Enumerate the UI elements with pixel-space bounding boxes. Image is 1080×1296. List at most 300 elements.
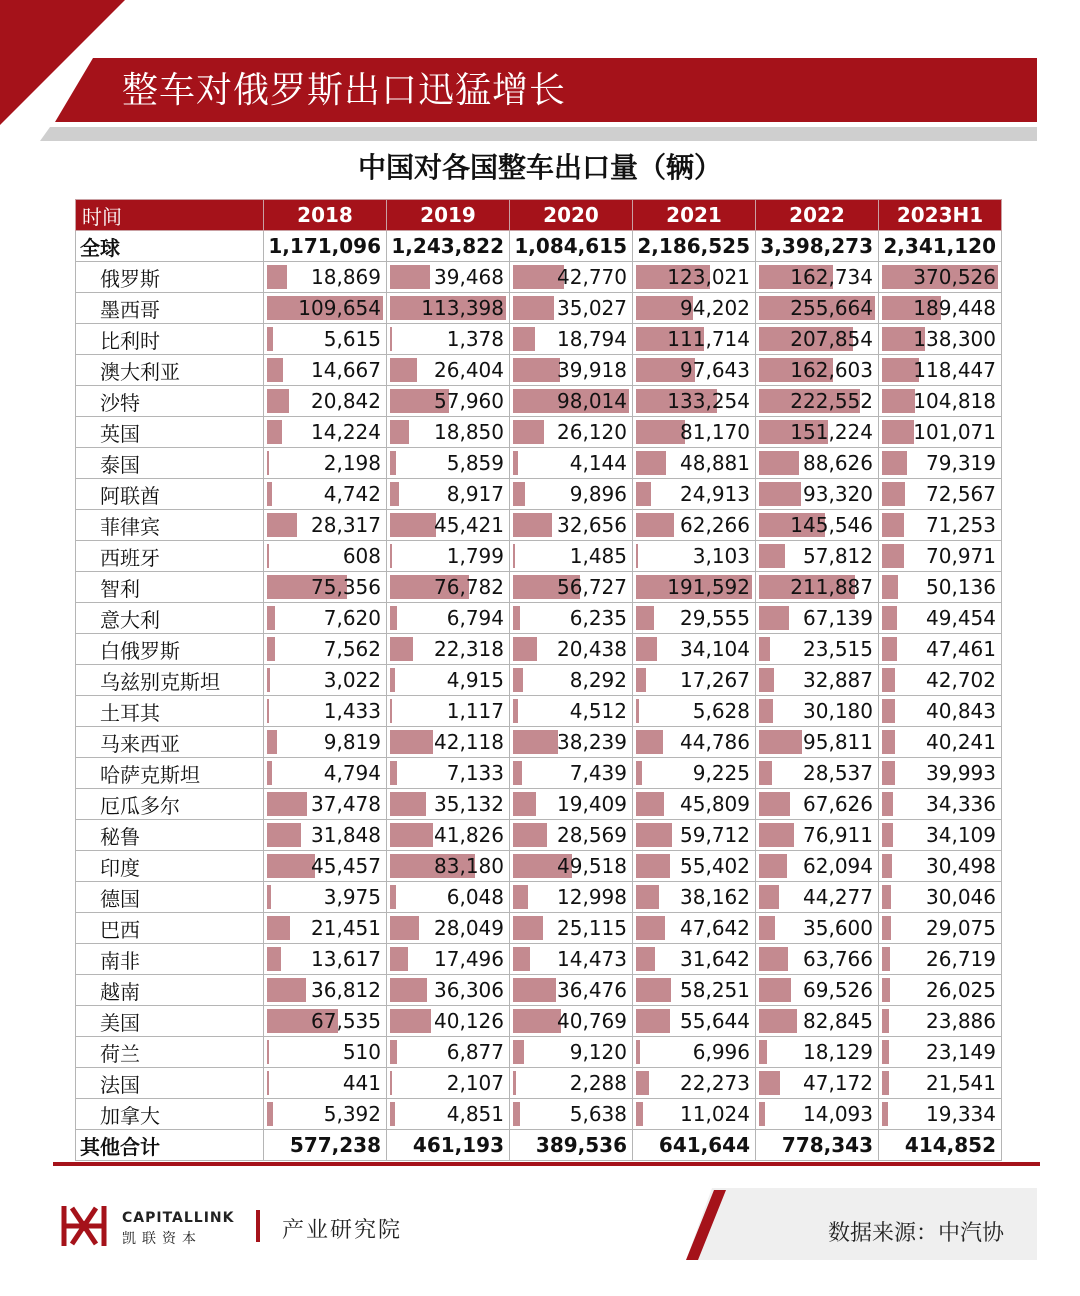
row-label: 阿联酋 bbox=[76, 479, 264, 510]
cell-value: 47,642 bbox=[680, 916, 750, 940]
value-cell bbox=[633, 541, 756, 572]
cell-value: 26,025 bbox=[926, 978, 996, 1002]
cell-value: 76,782 bbox=[434, 575, 504, 599]
cell-value: 72,567 bbox=[926, 482, 996, 506]
table-row bbox=[76, 1068, 1002, 1099]
cell-value: 9,896 bbox=[569, 482, 627, 506]
data-bar bbox=[267, 885, 271, 909]
cell-value: 38,162 bbox=[680, 885, 750, 909]
value-cell bbox=[756, 386, 879, 417]
data-bar bbox=[513, 1040, 524, 1064]
data-bar bbox=[267, 513, 297, 537]
cell-value: 36,476 bbox=[557, 978, 627, 1002]
row-label: 菲律宾 bbox=[76, 510, 264, 541]
data-bar bbox=[513, 544, 515, 568]
cell-value: 641,644 bbox=[658, 1133, 750, 1157]
value-cell bbox=[510, 262, 633, 293]
cell-value: 3,975 bbox=[323, 885, 381, 909]
table-row bbox=[76, 789, 1002, 820]
data-bar bbox=[267, 823, 301, 847]
cell-value: 36,812 bbox=[311, 978, 381, 1002]
data-bar bbox=[882, 792, 893, 816]
row-label: 澳大利亚 bbox=[76, 355, 264, 386]
data-bar bbox=[636, 482, 651, 506]
data-bar bbox=[513, 947, 530, 971]
value-cell bbox=[633, 1006, 756, 1037]
data-bar bbox=[759, 606, 789, 630]
value-cell bbox=[510, 1006, 633, 1037]
brand-name-cn: 凯联资本 bbox=[122, 1231, 202, 1247]
value-cell bbox=[387, 231, 510, 262]
data-bar bbox=[759, 637, 770, 661]
value-cell bbox=[756, 417, 879, 448]
cell-value: 28,569 bbox=[557, 823, 627, 847]
row-label: 智利 bbox=[76, 572, 264, 603]
data-bar bbox=[636, 792, 664, 816]
data-bar bbox=[759, 761, 772, 785]
value-cell bbox=[756, 355, 879, 386]
cell-value: 40,126 bbox=[434, 1009, 504, 1033]
value-cell bbox=[879, 882, 1002, 913]
data-bar bbox=[513, 451, 518, 475]
value-cell bbox=[510, 1130, 633, 1161]
cell-value: 104,818 bbox=[913, 389, 996, 413]
value-cell bbox=[756, 231, 879, 262]
value-cell bbox=[756, 975, 879, 1006]
data-bar bbox=[759, 451, 799, 475]
cell-value: 55,644 bbox=[680, 1009, 750, 1033]
row-label: 泰国 bbox=[76, 448, 264, 479]
cell-value: 1,485 bbox=[569, 544, 627, 568]
cell-value: 88,626 bbox=[803, 451, 873, 475]
value-cell bbox=[264, 541, 387, 572]
data-bar bbox=[513, 730, 558, 754]
row-label: 全球 bbox=[76, 231, 264, 262]
footer-divider bbox=[256, 1210, 260, 1242]
data-bar bbox=[267, 668, 270, 692]
data-source: 数据来源：中汽协 bbox=[828, 1221, 1005, 1246]
row-label: 墨西哥 bbox=[76, 293, 264, 324]
value-cell bbox=[264, 820, 387, 851]
cell-value: 39,993 bbox=[926, 761, 996, 785]
value-cell bbox=[756, 448, 879, 479]
cell-value: 63,766 bbox=[803, 947, 873, 971]
cell-value: 2,107 bbox=[446, 1071, 504, 1095]
value-cell bbox=[633, 882, 756, 913]
value-cell bbox=[633, 820, 756, 851]
value-cell bbox=[264, 355, 387, 386]
column-header-time: 时间 bbox=[76, 200, 264, 231]
value-cell bbox=[264, 262, 387, 293]
data-bar bbox=[882, 730, 895, 754]
data-bar bbox=[636, 854, 670, 878]
row-label: 意大利 bbox=[76, 603, 264, 634]
data-bar bbox=[882, 885, 891, 909]
value-cell bbox=[633, 262, 756, 293]
value-cell bbox=[510, 572, 633, 603]
data-bar bbox=[636, 947, 655, 971]
data-bar bbox=[759, 730, 802, 754]
table-row bbox=[76, 541, 1002, 572]
cell-value: 189,448 bbox=[913, 296, 996, 320]
cell-value: 39,918 bbox=[557, 358, 627, 382]
value-cell bbox=[756, 324, 879, 355]
data-bar bbox=[759, 544, 785, 568]
value-cell bbox=[264, 634, 387, 665]
data-bar bbox=[636, 420, 685, 444]
data-bar bbox=[882, 761, 895, 785]
value-cell bbox=[510, 417, 633, 448]
data-bar bbox=[882, 482, 905, 506]
cell-value: 44,277 bbox=[803, 885, 873, 909]
cell-value: 11,024 bbox=[680, 1102, 750, 1126]
cell-value: 83,180 bbox=[434, 854, 504, 878]
row-label: 加拿大 bbox=[76, 1099, 264, 1130]
table-title: 中国对各国整车出口量（辆） bbox=[357, 151, 722, 184]
value-cell bbox=[264, 293, 387, 324]
value-cell bbox=[756, 1068, 879, 1099]
cell-value: 1,171,096 bbox=[268, 234, 381, 258]
cell-value: 70,971 bbox=[926, 544, 996, 568]
cell-value: 19,334 bbox=[926, 1102, 996, 1126]
value-cell bbox=[387, 541, 510, 572]
value-cell bbox=[756, 1130, 879, 1161]
table-header-row bbox=[76, 200, 1002, 231]
data-bar bbox=[267, 699, 269, 723]
cell-value: 14,224 bbox=[311, 420, 381, 444]
value-cell bbox=[879, 789, 1002, 820]
cell-value: 69,526 bbox=[803, 978, 873, 1002]
data-bar bbox=[513, 1102, 520, 1126]
cell-value: 94,202 bbox=[680, 296, 750, 320]
value-cell bbox=[633, 1130, 756, 1161]
cell-value: 441 bbox=[342, 1071, 381, 1095]
data-bar bbox=[267, 420, 282, 444]
value-cell bbox=[633, 355, 756, 386]
data-bar bbox=[390, 637, 413, 661]
data-bar bbox=[636, 1102, 643, 1126]
cell-value: 7,133 bbox=[446, 761, 504, 785]
cell-value: 5,638 bbox=[569, 1102, 627, 1126]
value-cell bbox=[510, 758, 633, 789]
cell-value: 23,149 bbox=[926, 1040, 996, 1064]
value-cell bbox=[633, 758, 756, 789]
cell-value: 76,911 bbox=[803, 823, 873, 847]
data-bar bbox=[636, 761, 642, 785]
value-cell bbox=[264, 944, 387, 975]
value-cell bbox=[387, 789, 510, 820]
cell-value: 1,243,822 bbox=[391, 234, 504, 258]
data-bar bbox=[759, 668, 774, 692]
cell-value: 23,515 bbox=[803, 637, 873, 661]
cell-value: 510 bbox=[342, 1040, 381, 1064]
cell-value: 4,144 bbox=[569, 451, 627, 475]
table-row bbox=[76, 386, 1002, 417]
cell-value: 40,843 bbox=[926, 699, 996, 723]
data-bar bbox=[759, 854, 787, 878]
value-cell bbox=[510, 510, 633, 541]
cell-value: 49,518 bbox=[557, 854, 627, 878]
row-label: 白俄罗斯 bbox=[76, 634, 264, 665]
data-bar bbox=[267, 606, 275, 630]
value-cell bbox=[633, 324, 756, 355]
data-bar bbox=[267, 1040, 269, 1064]
data-bar bbox=[513, 482, 525, 506]
value-cell bbox=[264, 479, 387, 510]
column-header-2021: 2021 bbox=[633, 200, 756, 231]
data-bar bbox=[267, 389, 289, 413]
value-cell bbox=[387, 417, 510, 448]
value-cell bbox=[510, 231, 633, 262]
cell-value: 2,341,120 bbox=[883, 234, 996, 258]
cell-value: 34,336 bbox=[926, 792, 996, 816]
value-cell bbox=[387, 572, 510, 603]
table-row bbox=[76, 1006, 1002, 1037]
data-bar bbox=[636, 823, 672, 847]
value-cell bbox=[633, 665, 756, 696]
data-bar bbox=[636, 668, 646, 692]
cell-value: 4,794 bbox=[323, 761, 381, 785]
data-bar bbox=[513, 513, 552, 537]
table-row bbox=[76, 944, 1002, 975]
cell-value: 32,887 bbox=[803, 668, 873, 692]
table-row bbox=[76, 882, 1002, 913]
cell-value: 18,794 bbox=[557, 327, 627, 351]
value-cell bbox=[756, 541, 879, 572]
value-cell bbox=[756, 758, 879, 789]
value-cell bbox=[633, 913, 756, 944]
value-cell bbox=[387, 820, 510, 851]
value-cell bbox=[756, 1006, 879, 1037]
value-cell bbox=[510, 1068, 633, 1099]
data-bar bbox=[759, 916, 775, 940]
data-bar bbox=[390, 1102, 395, 1126]
table-row bbox=[76, 820, 1002, 851]
cell-value: 4,742 bbox=[323, 482, 381, 506]
cell-value: 67,139 bbox=[803, 606, 873, 630]
data-bar bbox=[513, 358, 560, 382]
data-bar bbox=[882, 637, 897, 661]
cell-value: 71,253 bbox=[926, 513, 996, 537]
row-label: 比利时 bbox=[76, 324, 264, 355]
value-cell bbox=[879, 448, 1002, 479]
data-bar bbox=[390, 513, 436, 537]
cell-value: 23,886 bbox=[926, 1009, 996, 1033]
table-row bbox=[76, 262, 1002, 293]
cell-value: 30,046 bbox=[926, 885, 996, 909]
data-bar bbox=[513, 916, 543, 940]
data-bar bbox=[390, 978, 427, 1002]
value-cell bbox=[879, 355, 1002, 386]
row-label: 越南 bbox=[76, 975, 264, 1006]
data-bar bbox=[759, 482, 801, 506]
cell-value: 79,319 bbox=[926, 451, 996, 475]
value-cell bbox=[756, 262, 879, 293]
value-cell bbox=[387, 851, 510, 882]
cell-value: 222,552 bbox=[790, 389, 873, 413]
cell-value: 28,317 bbox=[311, 513, 381, 537]
value-cell bbox=[387, 355, 510, 386]
cell-value: 17,496 bbox=[434, 947, 504, 971]
data-bar bbox=[513, 420, 544, 444]
cell-value: 162,734 bbox=[790, 265, 873, 289]
row-label: 荷兰 bbox=[76, 1037, 264, 1068]
cell-value: 1,799 bbox=[446, 544, 504, 568]
data-bar bbox=[882, 1071, 889, 1095]
data-bar bbox=[882, 1040, 889, 1064]
value-cell bbox=[387, 882, 510, 913]
row-label: 厄瓜多尔 bbox=[76, 789, 264, 820]
cell-value: 22,318 bbox=[434, 637, 504, 661]
value-cell bbox=[510, 355, 633, 386]
cell-value: 5,392 bbox=[323, 1102, 381, 1126]
cell-value: 7,562 bbox=[323, 637, 381, 661]
value-cell bbox=[879, 1006, 1002, 1037]
data-bar bbox=[390, 1009, 431, 1033]
value-cell bbox=[264, 1006, 387, 1037]
data-bar bbox=[390, 358, 417, 382]
cell-value: 145,546 bbox=[790, 513, 873, 537]
value-cell bbox=[264, 510, 387, 541]
value-cell bbox=[633, 603, 756, 634]
cell-value: 34,109 bbox=[926, 823, 996, 847]
cell-value: 12,998 bbox=[557, 885, 627, 909]
value-cell bbox=[756, 727, 879, 758]
cell-value: 113,398 bbox=[421, 296, 504, 320]
cell-value: 26,120 bbox=[557, 420, 627, 444]
value-cell bbox=[510, 975, 633, 1006]
data-bar bbox=[390, 668, 395, 692]
row-label: 法国 bbox=[76, 1068, 264, 1099]
value-cell bbox=[264, 882, 387, 913]
data-bar bbox=[759, 885, 779, 909]
value-cell bbox=[264, 727, 387, 758]
value-cell bbox=[633, 1068, 756, 1099]
table-row bbox=[76, 665, 1002, 696]
value-cell bbox=[756, 634, 879, 665]
data-bar bbox=[390, 885, 396, 909]
value-cell bbox=[387, 386, 510, 417]
cell-value: 151,224 bbox=[790, 420, 873, 444]
value-cell bbox=[633, 851, 756, 882]
data-bar bbox=[513, 296, 554, 320]
data-bar bbox=[513, 668, 523, 692]
row-label: 美国 bbox=[76, 1006, 264, 1037]
value-cell bbox=[387, 665, 510, 696]
value-cell bbox=[387, 758, 510, 789]
data-bar bbox=[636, 1071, 649, 1095]
value-cell bbox=[264, 386, 387, 417]
value-cell bbox=[387, 510, 510, 541]
value-cell bbox=[510, 851, 633, 882]
value-cell bbox=[387, 1006, 510, 1037]
cell-value: 608 bbox=[342, 544, 381, 568]
data-bar bbox=[267, 792, 307, 816]
value-cell bbox=[510, 882, 633, 913]
cell-value: 3,022 bbox=[323, 668, 381, 692]
row-label: 英国 bbox=[76, 417, 264, 448]
data-bar bbox=[267, 1071, 269, 1095]
cell-value: 3,398,273 bbox=[760, 234, 873, 258]
brand-name-en: CAPITALLINK bbox=[122, 1210, 235, 1226]
cell-value: 24,913 bbox=[680, 482, 750, 506]
data-bar bbox=[882, 854, 892, 878]
cell-value: 48,881 bbox=[680, 451, 750, 475]
data-bar bbox=[513, 699, 518, 723]
title-underline bbox=[40, 127, 1037, 141]
data-bar bbox=[267, 327, 273, 351]
data-bar bbox=[267, 761, 272, 785]
data-bar bbox=[513, 327, 535, 351]
value-cell bbox=[387, 944, 510, 975]
data-bar bbox=[390, 730, 433, 754]
data-bar bbox=[636, 699, 639, 723]
cell-value: 97,643 bbox=[680, 358, 750, 382]
value-cell bbox=[756, 603, 879, 634]
value-cell bbox=[879, 1099, 1002, 1130]
cell-value: 111,714 bbox=[667, 327, 750, 351]
value-cell bbox=[387, 603, 510, 634]
value-cell bbox=[633, 293, 756, 324]
cell-value: 109,654 bbox=[298, 296, 381, 320]
value-cell bbox=[387, 293, 510, 324]
column-header-2018: 2018 bbox=[264, 200, 387, 231]
value-cell bbox=[264, 417, 387, 448]
cell-value: 14,473 bbox=[557, 947, 627, 971]
data-bar bbox=[636, 916, 665, 940]
cell-value: 191,592 bbox=[667, 575, 750, 599]
data-bar bbox=[882, 513, 904, 537]
data-bar bbox=[882, 1009, 889, 1033]
cell-value: 29,075 bbox=[926, 916, 996, 940]
cell-value: 47,172 bbox=[803, 1071, 873, 1095]
value-cell bbox=[879, 417, 1002, 448]
data-bar bbox=[267, 947, 281, 971]
value-cell bbox=[756, 851, 879, 882]
row-label: 西班牙 bbox=[76, 541, 264, 572]
cell-value: 211,887 bbox=[790, 575, 873, 599]
data-bar bbox=[636, 978, 671, 1002]
data-bar bbox=[267, 358, 283, 382]
value-cell bbox=[264, 789, 387, 820]
cell-value: 35,027 bbox=[557, 296, 627, 320]
cell-value: 30,180 bbox=[803, 699, 873, 723]
value-cell bbox=[387, 696, 510, 727]
value-cell bbox=[510, 293, 633, 324]
cell-value: 25,115 bbox=[557, 916, 627, 940]
cell-value: 45,457 bbox=[311, 854, 381, 878]
data-bar bbox=[513, 1009, 561, 1033]
cell-value: 28,049 bbox=[434, 916, 504, 940]
value-cell bbox=[879, 386, 1002, 417]
value-cell bbox=[387, 448, 510, 479]
value-cell bbox=[387, 975, 510, 1006]
value-cell bbox=[510, 820, 633, 851]
data-bar bbox=[759, 1102, 765, 1126]
data-bar bbox=[882, 947, 890, 971]
cell-value: 162,603 bbox=[790, 358, 873, 382]
data-bar bbox=[882, 389, 915, 413]
table-row bbox=[76, 758, 1002, 789]
column-header-2023h1: 2023H1 bbox=[879, 200, 1002, 231]
column-header-2019: 2019 bbox=[387, 200, 510, 231]
cell-value: 32,656 bbox=[557, 513, 627, 537]
data-bar bbox=[636, 637, 657, 661]
data-bar bbox=[636, 1009, 670, 1033]
value-cell bbox=[510, 913, 633, 944]
value-cell bbox=[264, 913, 387, 944]
data-bar bbox=[882, 916, 891, 940]
